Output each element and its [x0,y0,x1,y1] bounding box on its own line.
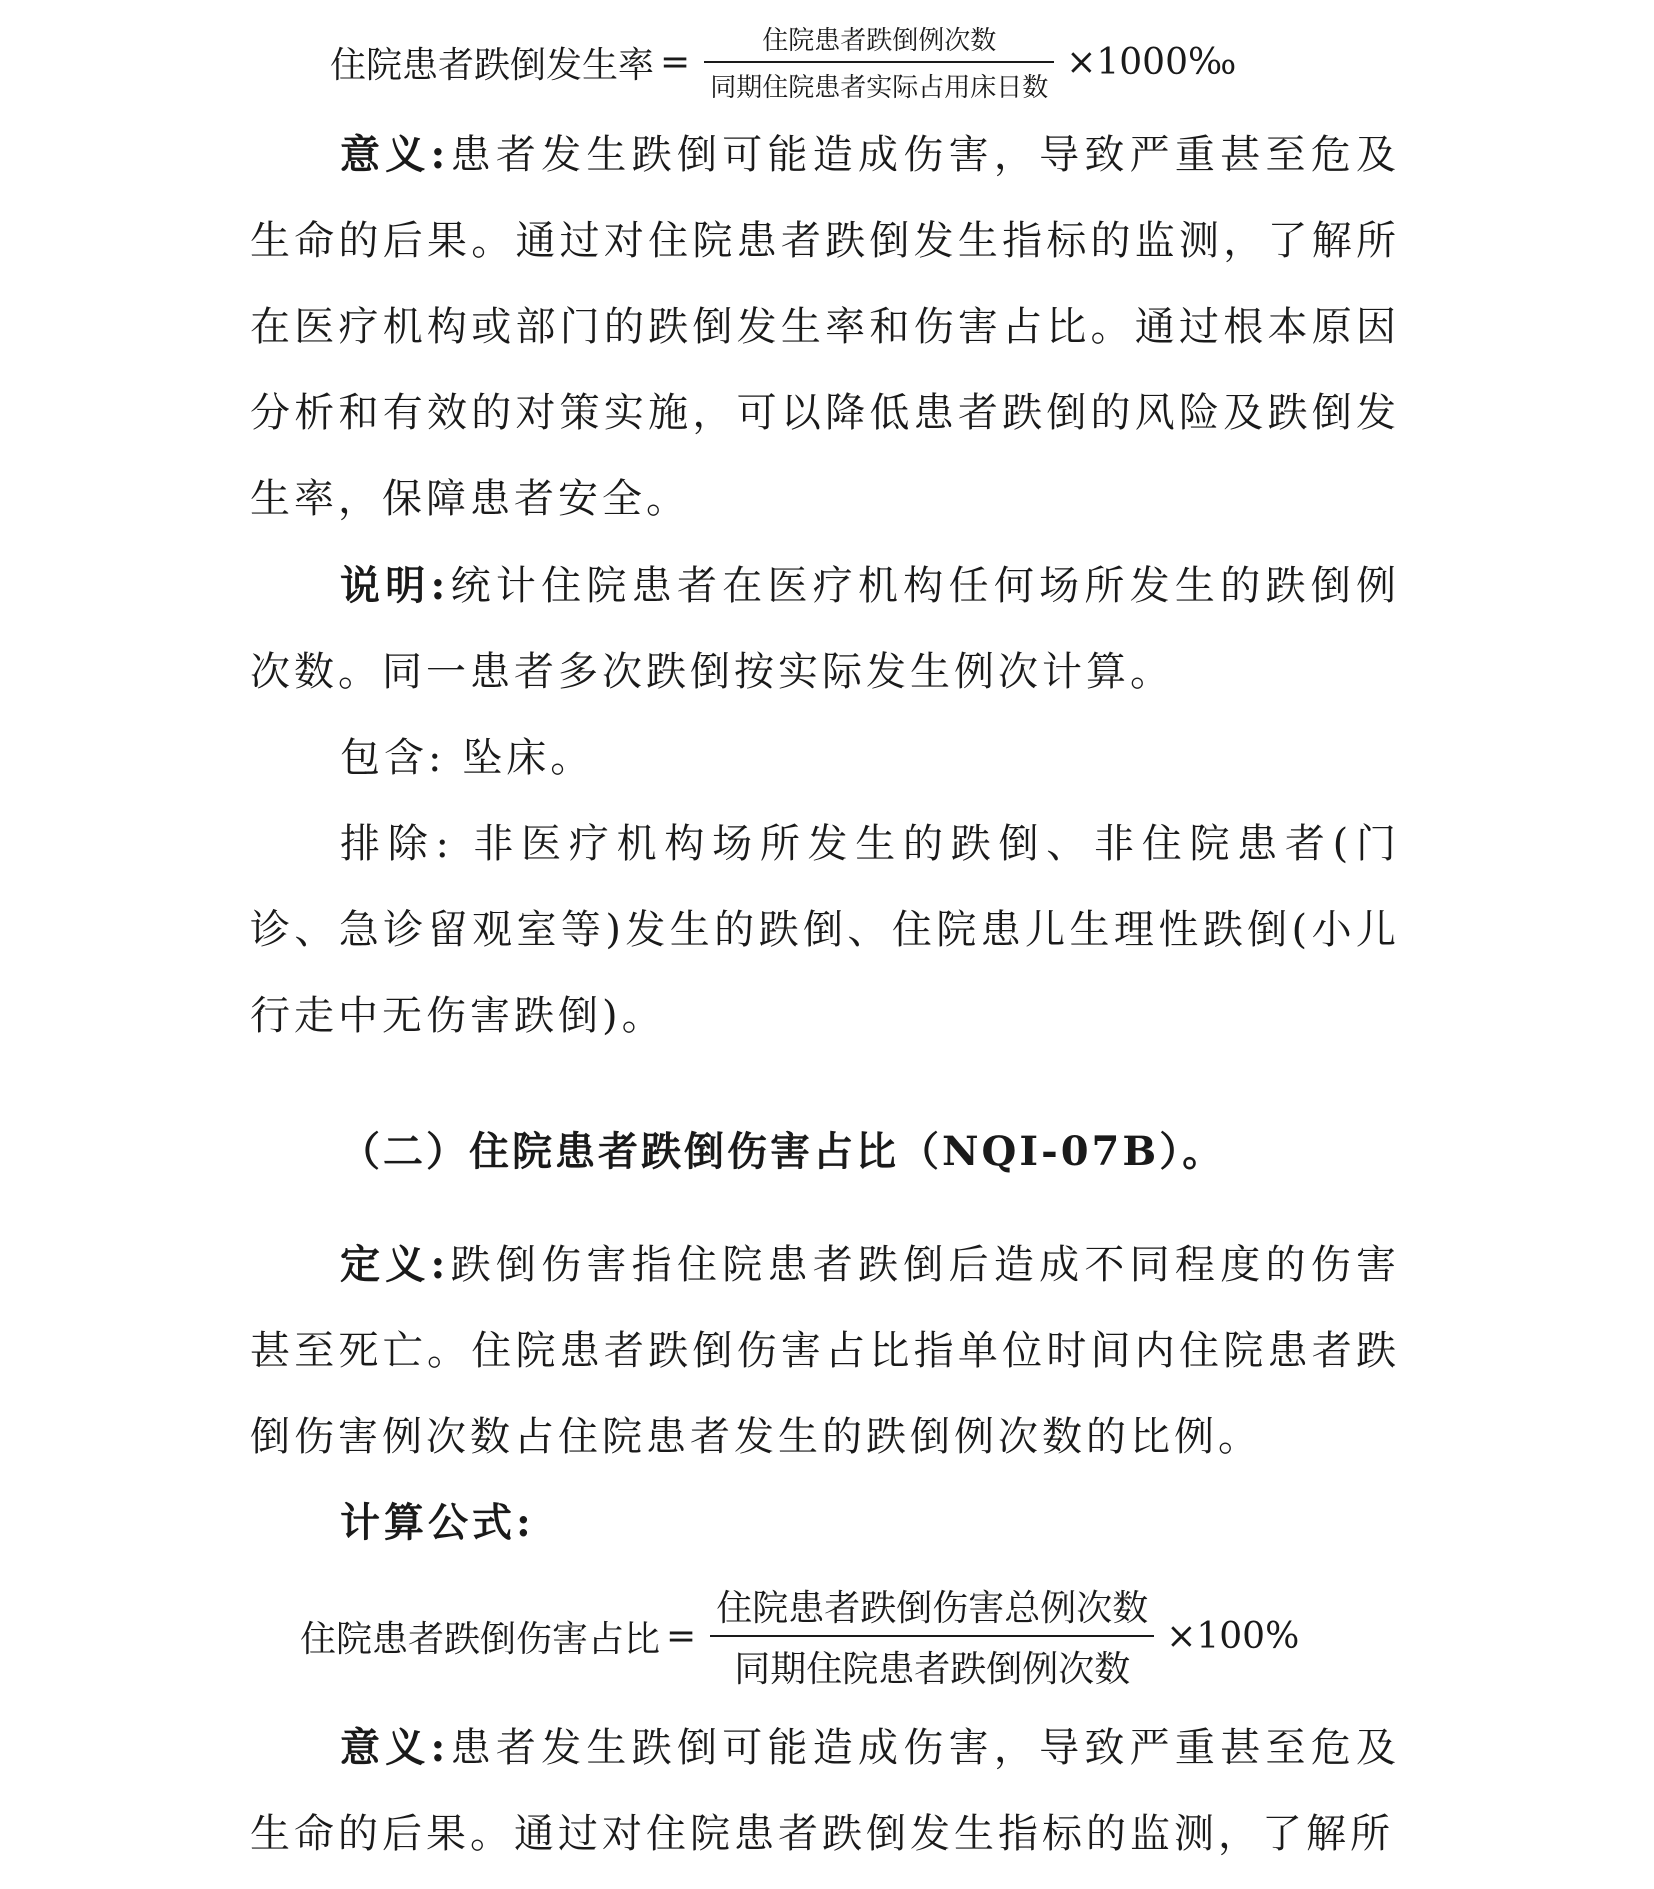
fraction-bar [704,61,1054,63]
formula-numerator: 住院患者跌倒伤害总例次数 [716,1588,1149,1629]
formula-numerator: 住院患者跌倒例次数 [762,26,997,56]
significance-label: 意义: [340,131,450,178]
formula-multiplier: ×1000‰ [1066,41,1237,83]
formula-equals: = [660,41,691,83]
explanation-paragraph [250,543,1400,715]
fall-injury-formula [300,1580,1299,1692]
calc-formula-label: 计算公式: [340,1499,535,1546]
significance-paragraph [250,112,1400,542]
definition-paragraph [250,1222,1400,1480]
fraction-bar [710,1635,1154,1637]
significance-text: 患者发生跌倒可能造成伤害，导致严重甚至危及生命的后果。通过对住院患者跌倒发生指标的监测，了解所 [250,1725,1401,1857]
significance-text: 患者发生跌倒可能造成伤害，导致严重甚至危及生命的后果。通过对住院患者跌倒发生指标的监测，了解所在医疗机构或部门的跌倒发生率和伤害占比。通过根本原因分析和有效的对策实施，可以降低患者跌倒的风险及跌倒发生率，保障患者安全。 [250,132,1401,522]
definition-text: 跌倒伤害指住院患者跌倒后造成不同程度的伤害甚至死亡。住院患者跌倒伤害占比指单位时间内住院患者跌倒伤害例次数占住院患者发生的跌倒例次数的比例。 [250,1242,1401,1460]
explanation-text: 统计住院患者在医疗机构任何场所发生的跌倒例次数。同一患者多次跌倒按实际发生例次计算。 [250,563,1401,695]
fall-rate-formula [330,20,1236,104]
significance-paragraph-2 [250,1705,1400,1877]
section-heading: （二）住院患者跌倒伤害占比（NQI-07B）。 [340,1128,1226,1175]
significance-label: 意义: [340,1724,450,1771]
exclude-paragraph: 排除: 非医疗机构场所发生的跌倒、非住院患者(门诊、急诊留观室等)发生的跌倒、住院患儿生理性跌倒(小儿行走中无伤害跌倒)。 [250,821,1400,1039]
formula-equals: = [666,1615,697,1657]
definition-label: 定义: [340,1241,450,1288]
formula-denominator: 同期住院患者实际占用床日数 [710,73,1049,103]
formula-lhs: 住院患者跌倒发生率 [330,44,655,86]
formula-fraction [704,20,1054,104]
formula-denominator: 同期住院患者跌倒例次数 [734,1649,1131,1690]
explanation-label: 说明: [340,562,450,609]
formula-fraction [710,1580,1154,1692]
formula-multiplier: ×100% [1166,1615,1300,1657]
formula-lhs: 住院患者跌倒伤害占比 [300,1618,661,1660]
include-paragraph: 包含: 坠床。 [340,735,595,781]
